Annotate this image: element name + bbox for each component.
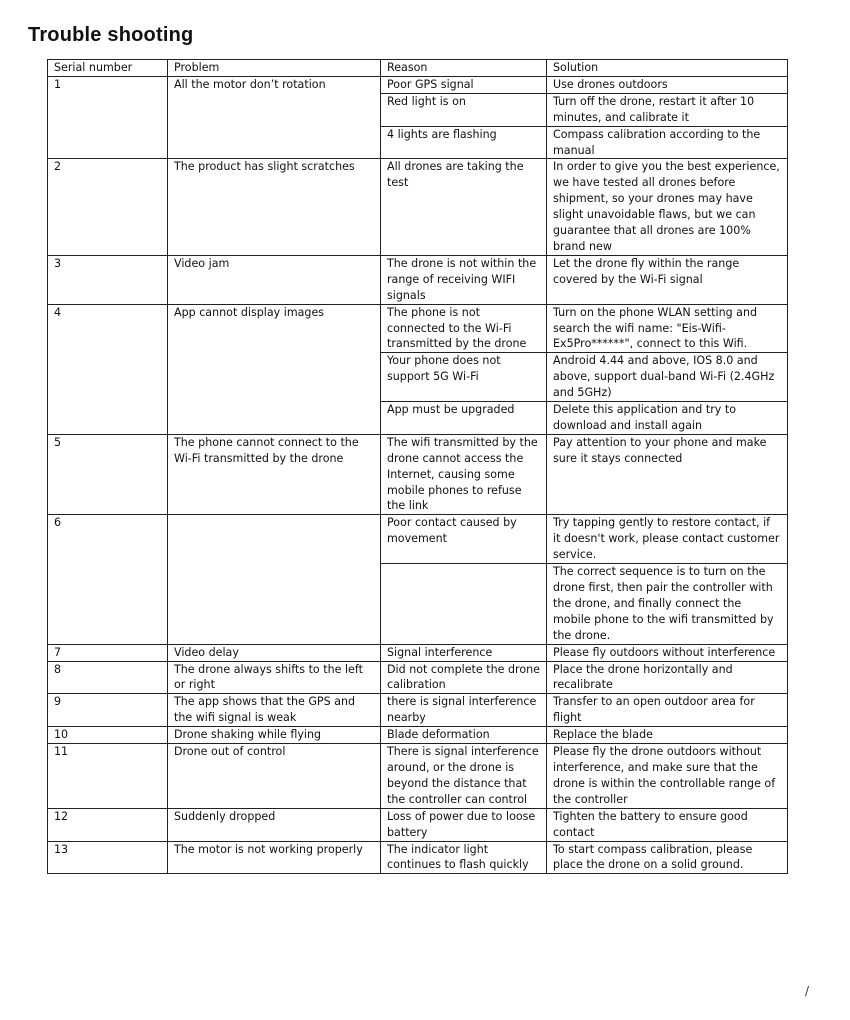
serial-cell: 12	[48, 808, 168, 841]
solution-cell: Pay attention to your phone and make sure it stays connected	[547, 434, 788, 515]
problem-cell: All the motor don’t rotation	[168, 76, 381, 159]
page-title: Trouble shooting	[28, 24, 194, 46]
serial-cell: 2	[48, 159, 168, 255]
header-reason: Reason	[381, 60, 547, 77]
reason-cell: There is signal interference around, or the drone is beyond the distance that the controller can control	[381, 744, 547, 809]
serial-cell: 10	[48, 727, 168, 744]
reason-cell: there is signal interference nearby	[381, 694, 547, 727]
problem-cell: Drone shaking while flying	[168, 727, 381, 744]
table-row	[48, 661, 788, 694]
solution-cell: Turn on the phone WLAN setting and search the wifi name: "Eis-Wifi-Ex5Pro******", connect to this Wifi.	[547, 304, 788, 353]
header-problem: Problem	[168, 60, 381, 77]
reason-cell: The phone is not connected to the Wi-Fi transmitted by the drone	[381, 304, 547, 353]
serial-cell: 4	[48, 304, 168, 434]
solution-cell: Tighten the battery to ensure good contact	[547, 808, 788, 841]
problem-cell: Video jam	[168, 255, 381, 304]
table-row	[48, 727, 788, 744]
solution-cell: Turn off the drone, restart it after 10 minutes, and calibrate it	[547, 93, 788, 126]
reason-cell: All drones are taking the test	[381, 159, 547, 255]
problem-cell: Suddenly dropped	[168, 808, 381, 841]
table-header-row	[48, 60, 788, 77]
solution-cell: Android 4.44 and above, IOS 8.0 and above, support dual-band Wi-Fi (2.4GHz and 5GHz)	[547, 353, 788, 402]
header-solution: Solution	[547, 60, 788, 77]
serial-cell: 13	[48, 841, 168, 874]
solution-cell: Please fly the drone outdoors without interference, and make sure that the drone is within the controllable range of the controller	[547, 744, 788, 809]
reason-cell: Loss of power due to loose battery	[381, 808, 547, 841]
serial-cell: 11	[48, 744, 168, 809]
serial-cell: 1	[48, 76, 168, 159]
problem-cell: Video delay	[168, 644, 381, 661]
problem-cell: The drone always shifts to the left or right	[168, 661, 381, 694]
table-row	[48, 694, 788, 727]
problem-cell: Drone out of control	[168, 744, 381, 809]
table-row	[48, 159, 788, 255]
reason-cell: Did not complete the drone calibration	[381, 661, 547, 694]
problem-cell: The motor is not working properly	[168, 841, 381, 874]
solution-cell: Let the drone fly within the range covered by the Wi-Fi signal	[547, 255, 788, 304]
header-serial: Serial number	[48, 60, 168, 77]
solution-cell: Please fly outdoors without interference	[547, 644, 788, 661]
problem-cell	[168, 515, 381, 644]
table-row	[48, 304, 788, 353]
serial-cell: 9	[48, 694, 168, 727]
table-row	[48, 76, 788, 93]
table-row	[48, 255, 788, 304]
table-row	[48, 744, 788, 809]
table-row	[48, 644, 788, 661]
reason-cell: Blade deformation	[381, 727, 547, 744]
reason-cell: The drone is not within the range of receiving WIFI signals	[381, 255, 547, 304]
serial-cell: 5	[48, 434, 168, 515]
solution-cell: Replace the blade	[547, 727, 788, 744]
reason-cell: Signal interference	[381, 644, 547, 661]
problem-cell: App cannot display images	[168, 304, 381, 434]
problem-cell: The product has slight scratches	[168, 159, 381, 255]
reason-cell: Poor contact caused by movement	[381, 515, 547, 564]
table-row	[48, 515, 788, 564]
solution-cell: Try tapping gently to restore contact, if it doesn't work, please contact customer service.	[547, 515, 788, 564]
solution-cell: The correct sequence is to turn on the drone first, then pair the controller with the drone, and finally connect the mobile phone to the wifi transmitted by the drone.	[547, 564, 788, 645]
reason-cell: Poor GPS signal	[381, 76, 547, 93]
solution-cell: Place the drone horizontally and recalibrate	[547, 661, 788, 694]
reason-cell: The indicator light continues to flash quickly	[381, 841, 547, 874]
reason-cell	[381, 564, 547, 645]
serial-cell: 3	[48, 255, 168, 304]
solution-cell: Delete this application and try to download and install again	[547, 402, 788, 435]
reason-cell: App must be upgraded	[381, 402, 547, 435]
table-row	[48, 434, 788, 515]
reason-cell: Your phone does not support 5G Wi-Fi	[381, 353, 547, 402]
serial-cell: 8	[48, 661, 168, 694]
serial-cell: 6	[48, 515, 168, 644]
solution-cell: Compass calibration according to the manual	[547, 126, 788, 159]
reason-cell: 4 lights are flashing	[381, 126, 547, 159]
troubleshooting-table	[47, 59, 788, 874]
page-mark: /	[805, 984, 810, 998]
solution-cell: To start compass calibration, please place the drone on a solid ground.	[547, 841, 788, 874]
solution-cell: In order to give you the best experience, we have tested all drones before shipment, so your drones may have slight unavoidable flaws, but we can guarantee that all drones are 100% brand new	[547, 159, 788, 255]
problem-cell: The app shows that the GPS and the wifi signal is weak	[168, 694, 381, 727]
solution-cell: Transfer to an open outdoor area for flight	[547, 694, 788, 727]
table-row	[48, 841, 788, 874]
problem-cell: The phone cannot connect to the Wi-Fi transmitted by the drone	[168, 434, 381, 515]
reason-cell: Red light is on	[381, 93, 547, 126]
solution-cell: Use drones outdoors	[547, 76, 788, 93]
reason-cell: The wifi transmitted by the drone cannot access the Internet, causing some mobile phones to refuse the link	[381, 434, 547, 515]
table-row	[48, 808, 788, 841]
serial-cell: 7	[48, 644, 168, 661]
